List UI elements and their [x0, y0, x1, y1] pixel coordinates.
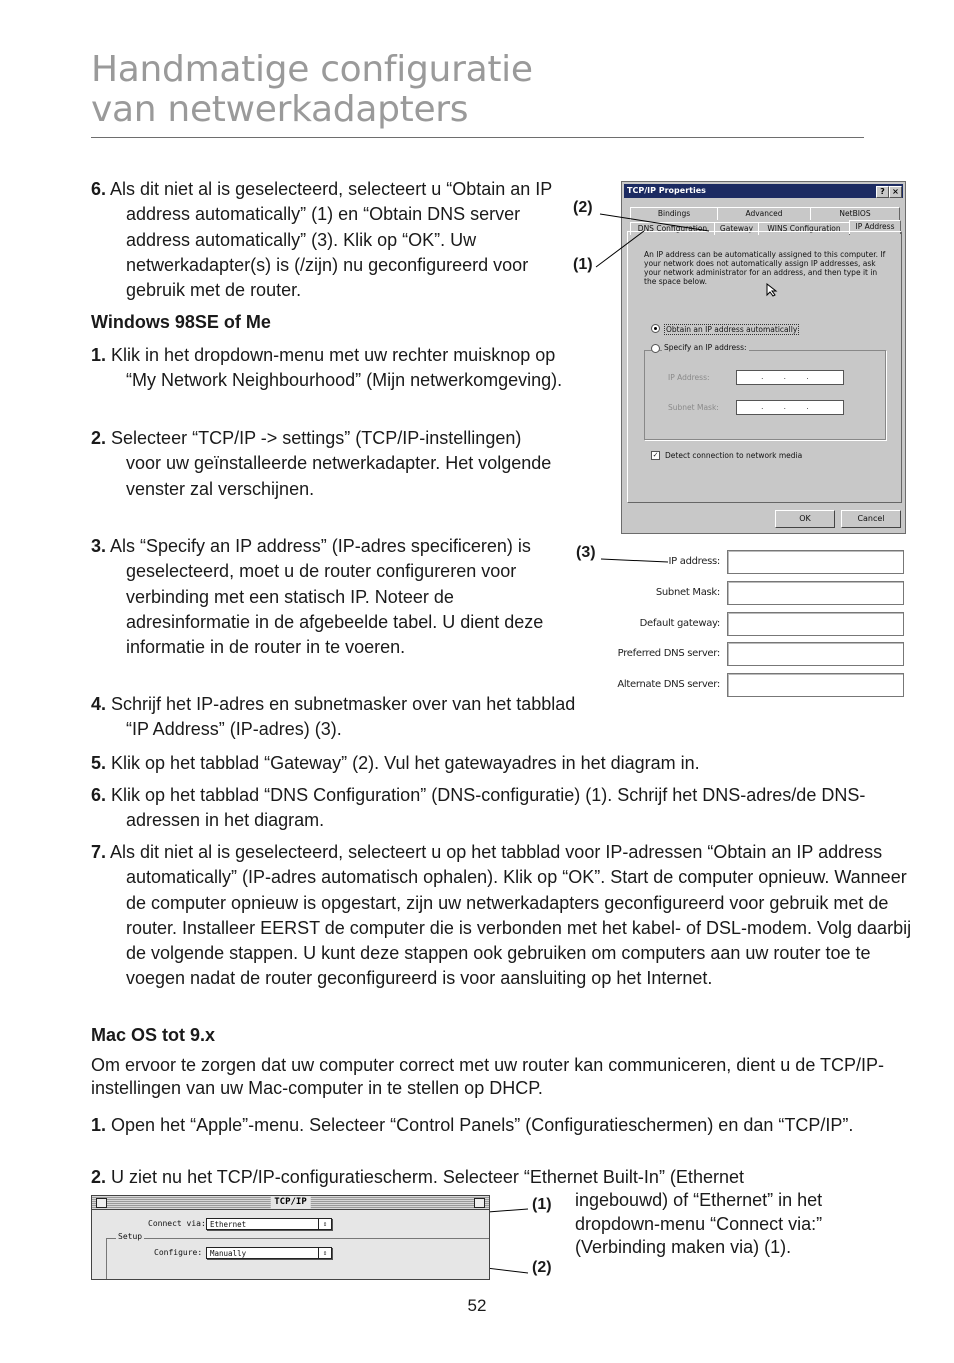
- field-label-alternate-dns: Alternate DNS server:: [617, 679, 720, 690]
- page-title-line-1: Handmatige configuratie: [91, 49, 533, 90]
- callout-3: (3): [576, 544, 596, 561]
- dialog-title: TCP/IP Properties: [627, 186, 706, 195]
- tab-gateway[interactable]: Gateway: [714, 222, 759, 235]
- tab-wins-configuration[interactable]: WINS Configuration: [758, 222, 850, 235]
- list-item-number: 3.: [91, 536, 107, 556]
- connect-via-label: Connect via:: [148, 1219, 206, 1228]
- configure-value: Manually: [210, 1249, 247, 1258]
- radio-specify-ip-label: Specify an IP address:: [664, 343, 747, 352]
- list-item-text: Als dit niet al is geselecteerd, selecteert u op het tabblad voor IP-adressen “Obtain an IP address automatically” (IP-adres automatisch ophalen). Klik op “OK”. Start de computer opnieuw. Wanneer de computer opnieuw is opgestart, zijn uw netwerkadapters geconfigureerd voor gebruik met de router. Installeer EERST de computer die is verbonden met het kabel- of DSL-modem. Volg daarbij de volgende stappen. U kunt deze stappen ook gebruiken om computers aan uw router toe te voegen nadat de router geconfigureerd is voor aansluiting op het Internet.: [110, 842, 912, 989]
- connect-via-value: Ethernet: [210, 1220, 247, 1229]
- field-preferred-dns[interactable]: [727, 642, 904, 666]
- list-item-continuation: ingebouwd) of “Ethernet” in het dropdown-menu “Connect via:” (Verbinding maken via) (1).: [575, 1190, 823, 1257]
- list-item-text: Als dit niet al is geselecteerd, selecteert u “Obtain an IP address automatically” (1) en “Obtain DNS server address automatically” (3). Klik op “OK”. Uw netwerkadapter(s) is (/zijn) nu geconfigureerd voor gebruik met de router.: [110, 179, 552, 301]
- detect-connection-label: Detect connection to network media: [665, 451, 803, 460]
- ip-address-label: IP Address:: [668, 373, 710, 382]
- list-item-number: 1.: [91, 345, 107, 365]
- field-ip-address[interactable]: [727, 550, 904, 574]
- mac-callout-1: (1): [532, 1196, 552, 1213]
- list-item-text: U ziet nu het TCP/IP-configuratiescherm. Selecteer “Ethernet Built-In” (Ethernet: [111, 1167, 744, 1187]
- mac-window-title: TCP/IP: [270, 1196, 311, 1209]
- cancel-button[interactable]: Cancel: [841, 510, 901, 528]
- list-item-text: Klik op het tabblad “Gateway” (2). Vul het gatewayadres in het diagram in.: [111, 753, 700, 773]
- mac-zoom-box[interactable]: [474, 1198, 485, 1208]
- list-item-number: 7.: [91, 842, 107, 862]
- subnet-mask-input[interactable]: ...: [736, 400, 844, 415]
- field-alternate-dns[interactable]: [727, 673, 904, 697]
- tab-advanced[interactable]: Advanced: [717, 207, 811, 220]
- list-item-text: Klik in het dropdown-menu met uw rechter muisknop op “My Network Neighbourhood” (Mijn netwerkomgeving).: [111, 345, 563, 391]
- setup-group: [106, 1238, 490, 1280]
- list-item-number: 5.: [91, 753, 107, 773]
- help-button[interactable]: ?: [876, 186, 889, 198]
- mac-titlebar: [92, 1196, 489, 1210]
- tab-ip-address[interactable]: IP Address: [849, 220, 901, 234]
- list-item-number: 2.: [91, 1167, 107, 1187]
- tab-dns-configuration[interactable]: DNS Configuration: [630, 222, 715, 235]
- section-heading-win98: Windows 98SE of Me: [91, 312, 271, 332]
- tab-bindings[interactable]: Bindings: [630, 207, 718, 220]
- ip-address-input[interactable]: ...: [736, 370, 844, 385]
- tab-netbios[interactable]: NetBIOS: [810, 207, 900, 220]
- dialog-description: An IP address can be automatically assigned to this computer. If your network does not automatically assign IP addresses, ask your network administrator for an address, and then type it in the space below.: [644, 250, 886, 286]
- connect-via-select[interactable]: [206, 1218, 332, 1230]
- list-item-text: Klik op het tabblad “DNS Configuration” (DNS-configuratie) (1). Schrijf het DNS-adres/de DNS-adressen in het diagram.: [111, 785, 866, 831]
- callout-2: (2): [573, 199, 593, 216]
- configure-label: Configure:: [154, 1248, 203, 1257]
- list-item-number: 6.: [91, 179, 107, 199]
- setup-label: Setup: [118, 1232, 143, 1241]
- address-field-table: [610, 548, 906, 700]
- ok-button[interactable]: OK: [775, 510, 835, 528]
- list-item-text: Open het “Apple”-menu. Selecteer “Control Panels” (Configuratieschermen) en dan “TCP/IP”.: [111, 1115, 854, 1135]
- list-item-number: 6.: [91, 785, 107, 805]
- mac-callout-2: (2): [532, 1259, 552, 1276]
- configure-select[interactable]: [206, 1247, 332, 1259]
- mac-intro: Om ervoor te zorgen dat uw computer correct met uw router kan communiceren, dient u de TCP/IP-instellingen van uw Mac-computer in te stellen op DHCP.: [91, 1055, 885, 1098]
- field-label-default-gateway: Default gateway:: [639, 618, 720, 629]
- detect-connection-checkbox[interactable]: ✓: [652, 451, 659, 459]
- mac-close-box[interactable]: [96, 1198, 107, 1208]
- section-heading-mac: Mac OS tot 9.x: [91, 1025, 216, 1045]
- dropdown-arrow-icon: ⇕: [318, 1248, 331, 1258]
- dropdown-arrow-icon: ⇕: [318, 1219, 331, 1229]
- page-number: 52: [467, 1296, 487, 1315]
- list-item-number: 1.: [91, 1115, 107, 1135]
- field-label-preferred-dns: Preferred DNS server:: [617, 648, 720, 659]
- field-subnet-mask[interactable]: [727, 581, 904, 605]
- mac-tcpip-window: [91, 1195, 490, 1280]
- list-item-number: 4.: [91, 694, 107, 714]
- subnet-mask-label: Subnet Mask:: [668, 403, 719, 412]
- radio-obtain-ip-label: Obtain an IP address automatically: [666, 325, 798, 334]
- list-item-number: 2.: [91, 428, 107, 448]
- list-item-text: Schrijf het IP-adres en subnetmasker over van het tabblad “IP Address” (IP-adres) (3).: [111, 694, 576, 740]
- close-button[interactable]: ×: [889, 186, 902, 198]
- field-label-subnet-mask: Subnet Mask:: [655, 587, 720, 598]
- list-item-text: Als “Specify an IP address” (IP-adres specificeren) is geselecteerd, moet u de router configureren voor verbinding met een statisch IP. Noteer de adresinformatie in de afgebeelde tabel. U dient deze informatie in de router in te voeren.: [110, 536, 544, 658]
- list-item-text: Selecteer “TCP/IP -> settings” (TCP/IP-instellingen) voor uw geïnstalleerde netwerkadapter. Het volgende venster zal verschijnen.: [111, 428, 552, 499]
- field-label-ip-address: IP address:: [668, 556, 720, 567]
- page-title-line-2: van netwerkadapters: [91, 89, 469, 130]
- callout-1: (1): [573, 256, 593, 273]
- field-default-gateway[interactable]: [727, 612, 904, 636]
